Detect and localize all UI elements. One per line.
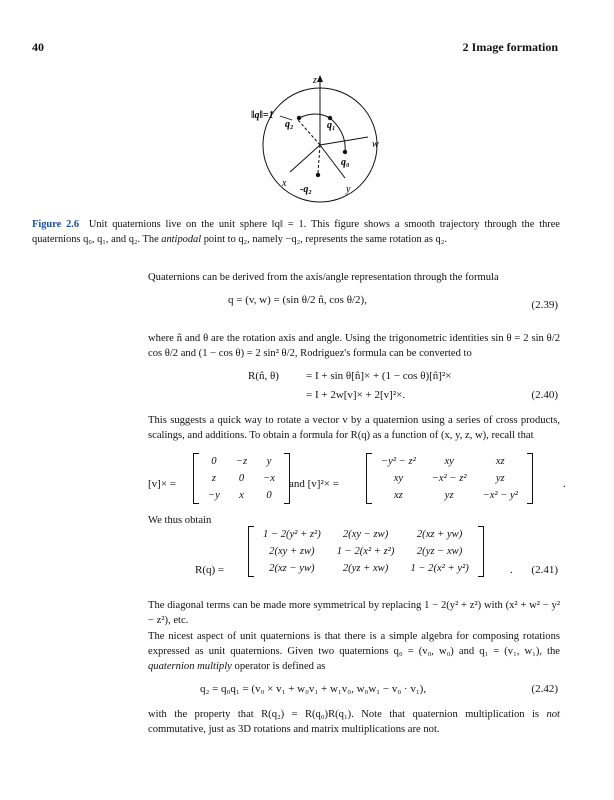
- matrix-cell: 0: [238, 473, 245, 484]
- vx-matrix: [193, 453, 290, 504]
- matrix-cell: 0: [211, 456, 217, 467]
- matrix-row: [200, 470, 283, 487]
- matrix-cell: 1 − 2(x² + z²): [336, 546, 395, 557]
- trajectory-curve: [299, 114, 345, 152]
- matrix-cell: xy: [393, 473, 404, 484]
- z-label: z: [313, 75, 317, 86]
- caption-antipodal: antipodal: [161, 234, 202, 245]
- matrix-cell: −z: [235, 456, 248, 467]
- matrix-cell: −x: [263, 473, 275, 484]
- vx2-label: and [v]²× =: [289, 478, 339, 490]
- matrix-cell: 2(yz + xw): [342, 563, 389, 574]
- matrix-row: [373, 470, 526, 487]
- paragraph-4: We thus obtain: [148, 515, 212, 526]
- matrix-row: [373, 487, 526, 504]
- neg-q2-point: [316, 173, 320, 177]
- caption-label: Figure 2.6: [32, 219, 80, 230]
- chapter-title: 2 Image formation: [462, 40, 558, 54]
- matrix-row: [373, 453, 526, 470]
- equation-2-40-lhs: R(n̂, θ): [248, 370, 279, 382]
- paragraph-7: [148, 707, 560, 737]
- paragraph-6-text-b: operator is defined as: [231, 661, 326, 672]
- z-arrowhead: [317, 75, 323, 82]
- matrix-cell: 2(xz + yw): [416, 529, 463, 540]
- matrix-cell: 0: [266, 490, 272, 501]
- paragraph-6: [148, 629, 560, 674]
- matrix-cell: xy: [444, 456, 454, 467]
- matrix-period: .: [563, 478, 566, 490]
- page-number: 40: [32, 40, 44, 54]
- equation-2-42: q₂ = q₀q₁ = (v₀ × v₁ + w₀v₁ + w₁v₀, w₀w₁ − v₀ · v₁),: [200, 683, 427, 695]
- matrix-cell: 1 − 2(x² + y²): [410, 563, 469, 574]
- matrix-cell: 2(xy − zw): [342, 529, 389, 540]
- x-label: x: [282, 178, 287, 189]
- matrix-cell: yz: [495, 473, 505, 484]
- paragraph-3: This suggests a quick way to rotate a vector v by a quaternion using a series of cross products, scalings, and additions. To obtain a formula for R(q) as a function of (x, y, z, w), recall that: [148, 415, 560, 441]
- neg-q2-label: -q₂: [300, 184, 312, 195]
- paragraph-5: The diagonal terms can be made more symmetrical by replacing 1 − 2(y² + z²) with (x² + w² − y² − z²), etc.: [148, 600, 560, 626]
- q2-label: q₂: [285, 119, 294, 130]
- vx-label: [v]× =: [148, 478, 176, 490]
- figure-caption: [32, 217, 560, 247]
- equation-2-40-number: (2.40): [531, 389, 558, 401]
- q2-point: [297, 116, 301, 120]
- matrix-cell: yz: [444, 490, 454, 501]
- matrix-row: [255, 560, 477, 577]
- rq-label: R(q) =: [195, 564, 225, 576]
- matrix-cell: −y: [208, 490, 220, 501]
- matrix-cell: z: [211, 473, 216, 484]
- q0-point: [343, 150, 347, 154]
- equation-2-40-line-1: = I + sin θ[n̂]× + (1 − cos θ)[n̂]²×: [306, 370, 452, 382]
- paragraph-7-emphasis: not: [546, 709, 560, 720]
- q1-label: q₁: [327, 120, 336, 131]
- neg-q2-dashed-line: [318, 145, 320, 173]
- matrix-row: [255, 543, 477, 560]
- paragraph-6-emphasis: quaternion multiply: [148, 661, 232, 672]
- matrix-cell: −x² − z²: [431, 473, 467, 484]
- matrix-cell: 1 − 2(y² + z²): [263, 529, 321, 540]
- rq-matrix: [248, 526, 484, 577]
- caption-text-1: Unit quaternions live on the unit sphere ‖q‖ = 1. This figure shows a smooth trajectory through the three quaternions q₀, q₁, and q₂. The: [32, 219, 560, 245]
- matrix-cell: −y² − z²: [381, 456, 416, 467]
- equation-2-41-number: (2.41): [531, 564, 558, 576]
- paragraph-6-text-a: The nicest aspect of unit quaternions is that there is a simple algebra for composing rotations expressed as unit quaternions. Given two quaternions q₀ = (v₀, w₀) and q₁ = (v₁, w₁), the: [148, 631, 560, 657]
- paragraph-2: where n̂ and θ are the rotation axis and angle. Using the trigonometric identities sin θ = 2 sin θ/2 cos θ/2 and (1 − cos θ) = 2 sin² θ/2, Rodriguez's formula can be converted to: [148, 333, 560, 359]
- matrix-cell: 2(yz − xw): [416, 546, 463, 557]
- x-axis: [290, 145, 320, 172]
- caption-text-2: point to q₂, namely −q₂, represents the same rotation as q₂.: [201, 234, 447, 245]
- matrix-cell: y: [266, 456, 272, 467]
- matrix-cell: xz: [495, 456, 505, 467]
- paragraph-7-text-b: commutative, just as 3D rotations and matrix multiplications are not.: [148, 724, 440, 735]
- vx2-matrix: [366, 453, 533, 504]
- equation-2-42-number: (2.42): [531, 683, 558, 695]
- matrix-row: [200, 487, 283, 504]
- rq-period: .: [510, 564, 513, 576]
- matrix-row: [200, 453, 283, 470]
- equation-2-39: q = (v, w) = (sin θ/2 n̂, cos θ/2),: [228, 294, 367, 306]
- y-label: y: [346, 184, 351, 195]
- w-label: w: [372, 139, 379, 150]
- paragraph-7-text-a: with the property that R(q₂) = R(q₀)R(q₁). Note that quaternion multiplication is: [148, 709, 547, 720]
- quaternion-sphere-figure: [0, 0, 614, 215]
- matrix-cell: x: [239, 490, 244, 501]
- matrix-row: [255, 526, 477, 543]
- norm-label: ‖q‖=1: [251, 110, 274, 121]
- matrix-cell: 2(xy + zw): [269, 546, 315, 557]
- equation-2-40-line-2: = I + 2w[v]× + 2[v]²×.: [306, 389, 406, 401]
- matrix-cell: xz: [393, 490, 403, 501]
- matrix-cell: 2(xz − yw): [269, 563, 315, 574]
- q2-dashed-line: [298, 120, 320, 145]
- matrix-cell: −x² − y²: [482, 490, 518, 501]
- q0-label: q₀: [341, 157, 350, 168]
- equation-2-39-number: (2.39): [531, 299, 558, 311]
- paragraph-1: Quaternions can be derived from the axis/angle representation through the formula: [148, 272, 499, 283]
